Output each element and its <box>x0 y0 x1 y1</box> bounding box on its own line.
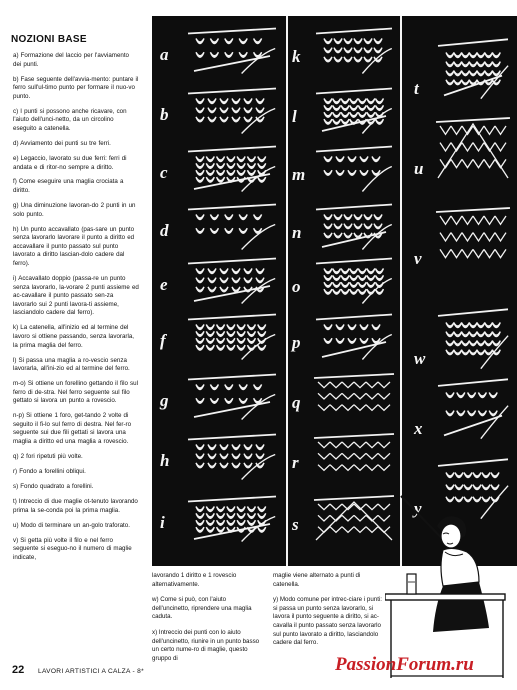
figure-letter: q <box>292 393 301 412</box>
figure-letter: k <box>292 47 301 66</box>
running-title: LAVORI ARTISTICI A CALZA - 8* <box>38 668 144 675</box>
instruction-item: h) Un punto accavallato (pas-sare un punto senza lavorarlo lavorare il punto a diritto ed accavallare il punto passato sul punto lavorato a diritto lascian-dolo cadere dal ferro). <box>13 225 135 268</box>
knitting-figure <box>184 432 280 482</box>
knitting-figure <box>312 494 396 544</box>
knitting-figure <box>434 116 512 182</box>
knitting-figure <box>184 256 280 306</box>
figure-letter: p <box>292 333 301 352</box>
knitting-figure <box>184 86 280 136</box>
figure-letter: e <box>160 275 168 294</box>
knitting-figure <box>184 372 280 422</box>
instruction-item: q) 2 fori ripetuti più volte. <box>13 453 83 461</box>
figure-letter: a <box>160 45 169 64</box>
site-watermark: PassionForum.ru <box>335 654 474 675</box>
knitting-figure <box>184 202 280 252</box>
knitting-figure <box>184 26 280 76</box>
knitting-figure <box>184 312 280 362</box>
knitting-figure <box>434 306 512 372</box>
bottom-column-2 <box>273 572 385 655</box>
instruction-item: f) Come eseguire una maglia crociata a diritto. <box>13 178 124 195</box>
figure-letter: c <box>160 163 168 182</box>
instruction-item: e) Legaccio, lavorato su due ferri: ferri di andata e di ritor-no sempre a diritto. <box>13 154 127 171</box>
knitting-figure <box>434 376 512 442</box>
instructions-column <box>13 52 139 569</box>
figure-letter: i <box>160 513 165 532</box>
knitting-figure <box>184 494 280 544</box>
knitting-figure <box>312 312 396 362</box>
figure-letter: w <box>414 349 426 368</box>
figure-letter: m <box>292 165 306 184</box>
knitting-figure <box>434 36 512 102</box>
knitting-figure <box>434 206 512 272</box>
figure-letter: v <box>414 249 422 268</box>
figure-letter: d <box>160 221 169 240</box>
figure-letter: h <box>160 451 170 470</box>
knitting-figure <box>312 372 396 422</box>
instruction-item: c) I punti si possono anche ricavare, con l'aiuto dell'unci-netto, da un circolino eseguito a catenella. <box>13 107 127 132</box>
instruction-item: x) Intreccio dei punti con lo aiuto dell'uncinetto, riunire in un punto basso un certo nume-ro di maglie, questo gruppo di <box>152 628 260 662</box>
teacher-illustration <box>385 490 517 680</box>
instruction-item: lavorando 1 diritto e 1 rovescio alternativamente. <box>152 572 237 588</box>
figure-letter: u <box>414 159 424 178</box>
figure-letter: o <box>292 277 301 296</box>
panel-divider-right <box>400 16 402 566</box>
knitting-figure <box>312 86 396 136</box>
panel-divider-left <box>286 16 288 566</box>
instruction-item: w) Come si può, con l'aiuto dell'uncinetto, riprendere una maglia caduta. <box>152 596 252 621</box>
instruction-item: maglie viene alternato a punti di catenella. <box>273 572 361 588</box>
instruction-item: s) Fondo quadrato a forellini. <box>13 483 94 491</box>
instruction-item: a) Formazione del laccio per l'avviamento dei punti. <box>13 52 129 68</box>
instruction-item: v) Si getta più volte il filo e nel ferro seguente si eseguo-no il numero di maglie indicate, <box>13 536 132 561</box>
figure-letter: l <box>292 107 297 126</box>
knitting-figure <box>312 144 396 194</box>
knitting-figure <box>184 144 280 194</box>
instruction-item: l) Si passa una maglia a ro-vescio senza lavorarla, all'ini-zio ed al termine del ferro. <box>13 356 130 373</box>
figure-letter: r <box>292 453 299 472</box>
figure-letter: t <box>414 79 419 98</box>
instruction-item: y) Modo comune per intrec-ciare i punti: si passa un punto senza lavorarlo, si lavora il punto seguente a diritto, si ac-cavalla il punto passato senza lavorarlo sul punto lavorato a diritto, lasciandolo cadere dal ferro. <box>273 596 383 647</box>
figure-letter: x <box>414 419 423 438</box>
instruction-item: r) Fondo a forellini obliqui. <box>13 468 86 476</box>
knitting-figure <box>312 26 396 76</box>
page-title: NOZIONI BASE <box>11 34 87 45</box>
knitting-figure <box>312 432 396 482</box>
instruction-item: d) Avviamento dei punti su tre ferri. <box>13 139 111 147</box>
instruction-item: b) Fase seguente dell'avvia-mento: puntare il ferro sull'ul-timo punto per formare il nuo-vo punto. <box>13 75 139 100</box>
instruction-item: t) Intreccio di due maglie ot-tenuto lavorando prima la se-conda poi la prima maglia. <box>13 498 138 514</box>
figure-letter: b <box>160 105 169 124</box>
knitting-figure <box>312 202 396 252</box>
instruction-item: n-p) Si ottiene 1 foro, get-tando 2 volte di seguito il fi-lo sul ferro di destra. Nel fer-ro seguente sui due fili gettati si lavora una maglia a diritto ed una maglia a rovescio. <box>13 412 132 446</box>
figure-letter: y <box>414 499 422 518</box>
instruction-item: i) Accavallato doppio (passa-re un punto senza lavorarlo, la-vorare 2 punti assieme ed ac-cavallare il punto passato sen-za lavorarlo sui 2 punti lavora-ti assieme, lasciandolo cadere dal ferro). <box>13 275 139 317</box>
bottom-column-1 <box>152 572 262 670</box>
illustration-panel <box>152 16 517 566</box>
figure-letter: s <box>292 515 299 534</box>
instruction-item: u) Modo di terminare un an-golo traforato. <box>13 521 130 529</box>
instruction-item: m-o) Si ottiene un forellino gettando il filo sul ferro di de-stra. Nel ferro seguente sul filo gettato si lavora un punto a rovescio. <box>13 380 138 405</box>
page-number: 22 <box>12 664 25 676</box>
figure-letter: g <box>160 391 169 410</box>
knitting-figure <box>312 256 396 306</box>
figure-letter: f <box>160 331 166 350</box>
figure-letter: n <box>292 223 302 242</box>
instruction-item: g) Una diminuzione lavoran-do 2 punti in un solo punto. <box>13 202 136 218</box>
instruction-item: k) La catenella, all'inizio ed al termine del lavoro si ottiene passando, senza lavorarla, la prima maglia del ferro. <box>13 324 135 349</box>
